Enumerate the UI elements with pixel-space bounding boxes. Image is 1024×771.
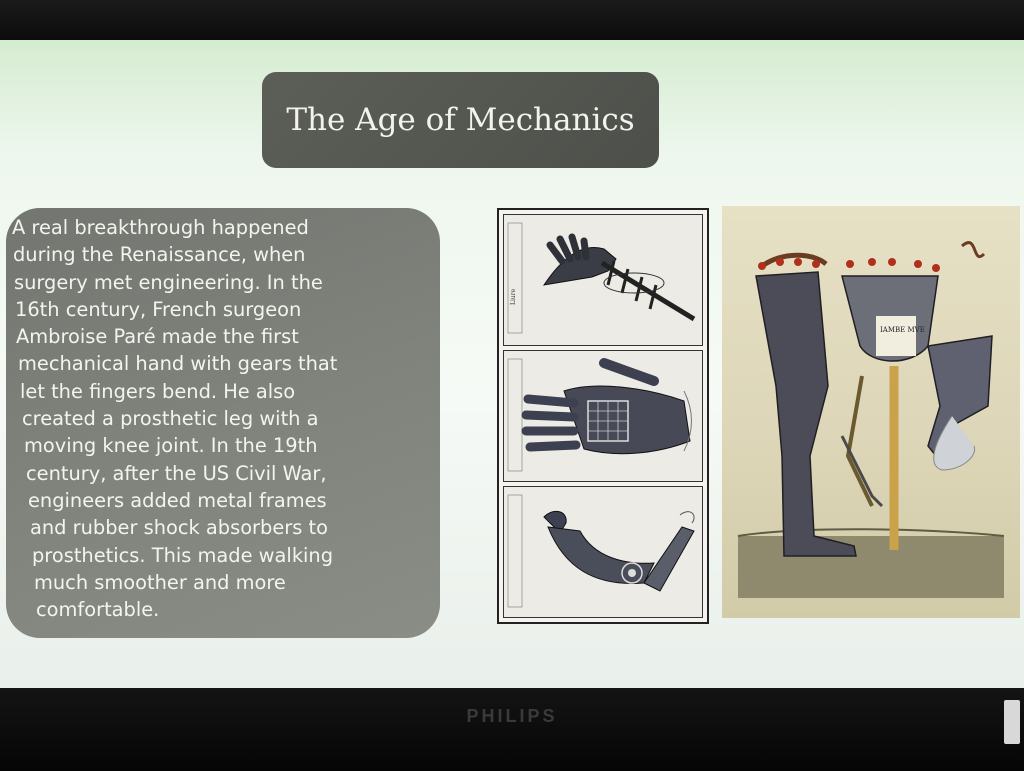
monitor-sticker: [1004, 700, 1020, 744]
body-line: Ambroise Paré made the first: [16, 325, 299, 349]
prosthetic-legs-drawing: [722, 206, 1020, 618]
woodcut-mechanical-arm: [503, 486, 703, 618]
body-line: 16th century, French surgeon: [15, 297, 302, 321]
body-line: comfortable.: [36, 598, 160, 622]
woodcut-hand-splint: [503, 214, 703, 346]
body-line: surgery met engineering. In the: [14, 270, 323, 294]
hand-splint-drawing: [504, 215, 702, 345]
mechanical-arm-drawing: [504, 487, 702, 617]
slide-title: The Age of Mechanics: [286, 102, 635, 138]
svg-text:Liure: Liure: [510, 288, 517, 305]
body-line: mechanical hand with gears that: [18, 352, 338, 376]
woodcut-mechanical-hand: [503, 350, 703, 482]
monitor-brand-logo: PHILIPS: [466, 706, 558, 726]
body-line: and rubber shock absorbers to: [30, 516, 328, 540]
body-line: moving knee joint. In the 19th: [24, 434, 318, 458]
prosthetic-leg-illustration: [722, 206, 1020, 618]
mechanical-hand-drawing: [504, 351, 702, 481]
monitor-bezel-bottom: [0, 688, 1024, 771]
slide-body-text: [12, 214, 422, 623]
presentation-slide: [0, 40, 1024, 688]
body-line: engineers added metal frames: [28, 488, 327, 512]
leg-plate-label: IAMBE MVE: [880, 326, 925, 334]
body-line: let the fingers bend. He also: [20, 379, 296, 403]
body-line: A real breakthrough happened: [12, 216, 309, 239]
title-box: [262, 72, 659, 168]
body-line: century, after the US Civil War,: [26, 461, 327, 485]
body-line: much smoother and more: [34, 570, 286, 594]
monitor-bezel-top: [0, 0, 1024, 40]
woodcut-illustration-panel: [497, 208, 709, 624]
body-line: created a prosthetic leg with a: [22, 407, 319, 431]
body-line: during the Renaissance, when: [13, 243, 306, 267]
body-line: prosthetics. This made walking: [32, 543, 334, 567]
